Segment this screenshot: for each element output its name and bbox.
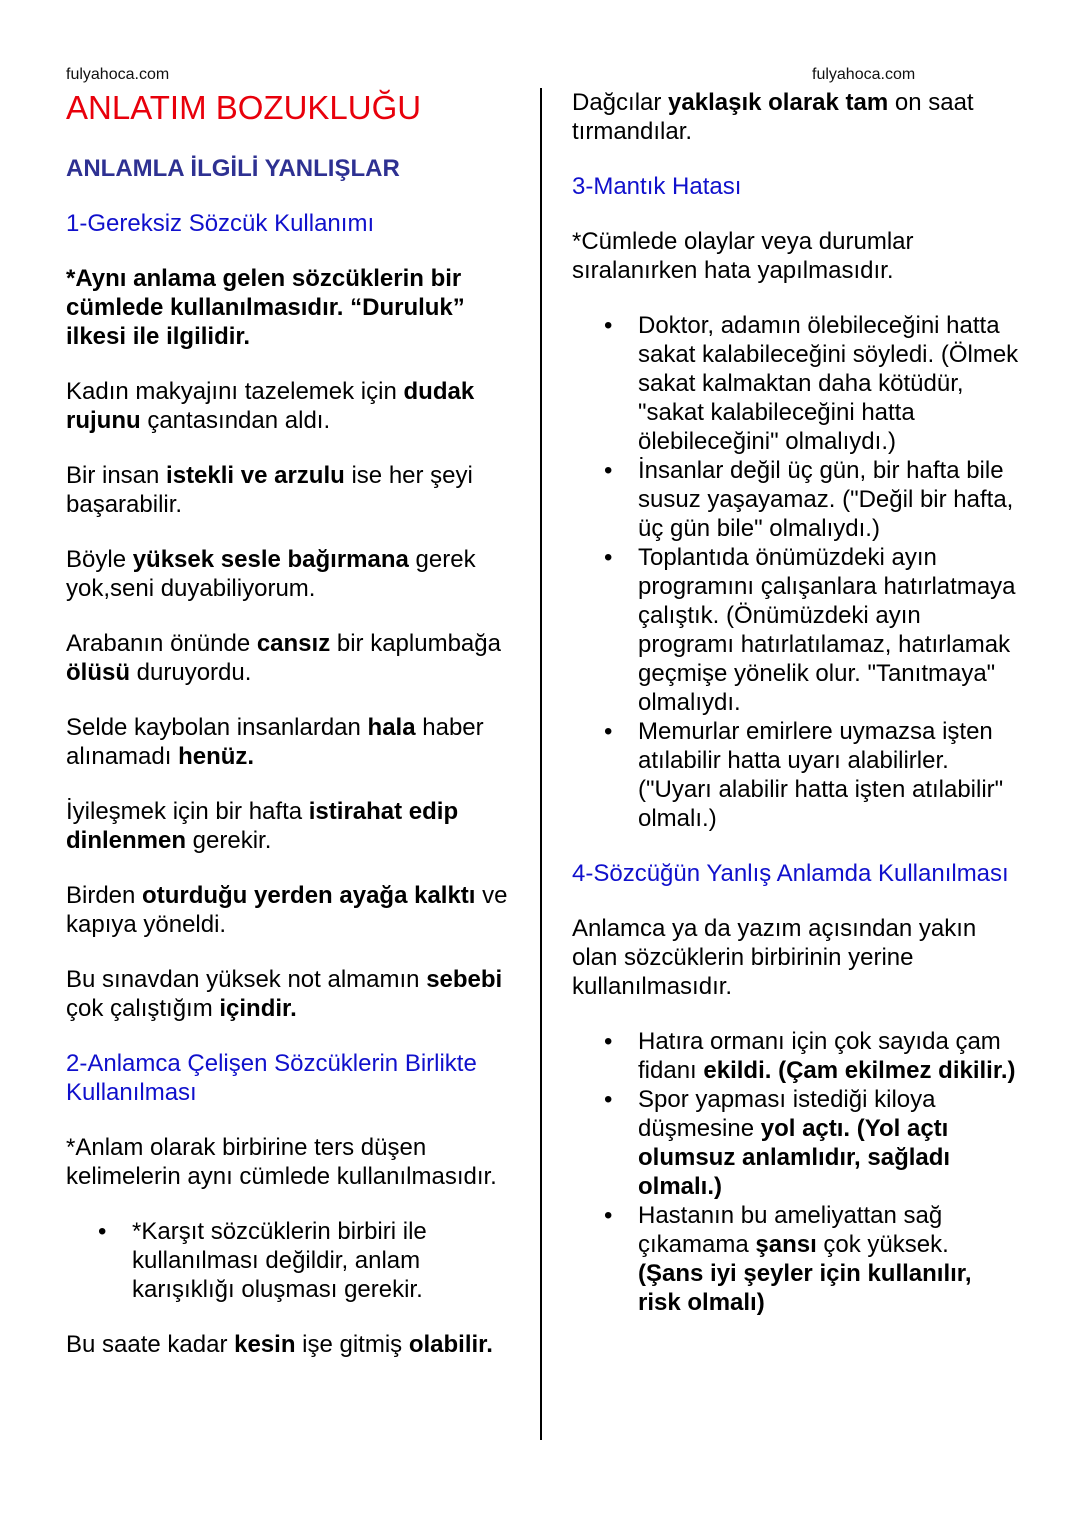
- example-paragraph: Bu saate kadar kesin işe gitmiş olabilir.: [66, 1331, 493, 1358]
- section-4-definition: Anlamca ya da yazım açısından yakın olan sözcüklerin birbirinin yerine kullanılmasıdır.: [572, 915, 977, 1000]
- example-paragraph: Kadın makyajını tazelemek için dudak rujunu çantasından aldı.: [66, 378, 475, 434]
- list-item: • İnsanlar değil üç gün, bir hafta bile susuz yaşayamaz. ("Değil bir hafta, üç gün bile" olmalıydı.): [572, 456, 1020, 543]
- column-divider: [540, 88, 542, 1440]
- section-1-definition: *Aynı anlama gelen sözcüklerin bir cümlede kullanılmasıdır. “Duruluk” ilkesi ile ilgilidir.: [66, 265, 465, 350]
- left-column: [66, 88, 514, 1385]
- section-subtitle: ANLAMLA İLGİLİ YANLIŞLAR: [66, 155, 400, 182]
- list-item: • Spor yapması istediği kiloya düşmesine yol açtı. (Yol açtı olumsuz anlamlıdır, sağladı olmalı.): [572, 1085, 1020, 1201]
- section-2-definition: *Anlam olarak birbirine ters düşen kelimelerin aynı cümlede kullanılmasıdır.: [66, 1134, 497, 1190]
- example-paragraph: Birden oturduğu yerden ayağa kalktı ve kapıya yöneldi.: [66, 882, 508, 938]
- bullet-list: [572, 311, 1020, 833]
- example-paragraph: Bu sınavdan yüksek not almamın sebebi çok çalıştığım içindir.: [66, 966, 503, 1022]
- list-item: • Memurlar emirlere uymazsa işten atılabilir hatta uyarı alabilirler. ("Uyarı alabilir hatta işten atılabilir" olmalı.): [572, 717, 1020, 833]
- site-name-right: fulyahoca.com: [812, 66, 916, 83]
- example-paragraph: Böyle yüksek sesle bağırmana gerek yok,seni duyabiliyorum.: [66, 546, 476, 602]
- site-name-left: fulyahoca.com: [66, 66, 170, 83]
- example-paragraph: Arabanın önünde cansız bir kaplumbağa ölüsü duruyordu.: [66, 630, 501, 686]
- section-3-definition: *Cümlede olaylar veya durumlar sıralanırken hata yapılmasıdır.: [572, 228, 914, 284]
- list-item: • *Karşıt sözcüklerin birbiri ile kullanılması değildir, anlam karışıklığı oluşması gerekir.: [66, 1217, 514, 1304]
- example-paragraph: Selde kaybolan insanlardan hala haber alınamadı henüz.: [66, 714, 484, 770]
- list-item: • Hatıra ormanı için çok sayıda çam fidanı ekildi. (Çam ekilmez dikilir.): [572, 1027, 1020, 1085]
- bullet-list: [66, 1217, 514, 1304]
- example-paragraph: Bir insan istekli ve arzulu ise her şeyi başarabilir.: [66, 462, 473, 518]
- bullet-list: [572, 1027, 1020, 1317]
- section-heading-4: 4-Sözcüğün Yanlış Anlamda Kullanılması: [572, 860, 1009, 887]
- example-paragraph: İyileşmek için bir hafta istirahat edip dinlenmen gerekir.: [66, 798, 459, 854]
- section-heading-2: 2-Anlamca Çelişen Sözcüklerin Birlikte Kullanılması: [66, 1050, 477, 1106]
- section-heading-1: 1-Gereksiz Sözcük Kullanımı: [66, 210, 375, 237]
- page-title: ANLATIM BOZUKLUĞU: [66, 89, 422, 126]
- list-item: • Hastanın bu ameliyattan sağ çıkamama şansı çok yüksek. (Şans iyi şeyler için kullanılır, risk olmalı): [572, 1201, 1020, 1317]
- section-heading-3: 3-Mantık Hatası: [572, 173, 742, 200]
- list-item: • Toplantıda önümüzdeki ayın programını çalışanlara hatırlatmaya çalıştık. (Önümüzdeki ayın programı hatırlatılamaz, hatırlamak geçmişe yönelik olur. "Tanıtmaya" olmalıydı.: [572, 543, 1020, 717]
- right-column: [572, 88, 1020, 1343]
- list-item: • Doktor, adamın ölebileceğini hatta sakat kalabileceğini söyledi. (Ölmek sakat kalmaktan daha kötüdür, "sakat kalabileceğini hatta ölebileceğini" olmalıydı.): [572, 311, 1020, 456]
- example-paragraph: Dağcılar yaklaşık olarak tam on saat tırmandılar.: [572, 89, 974, 145]
